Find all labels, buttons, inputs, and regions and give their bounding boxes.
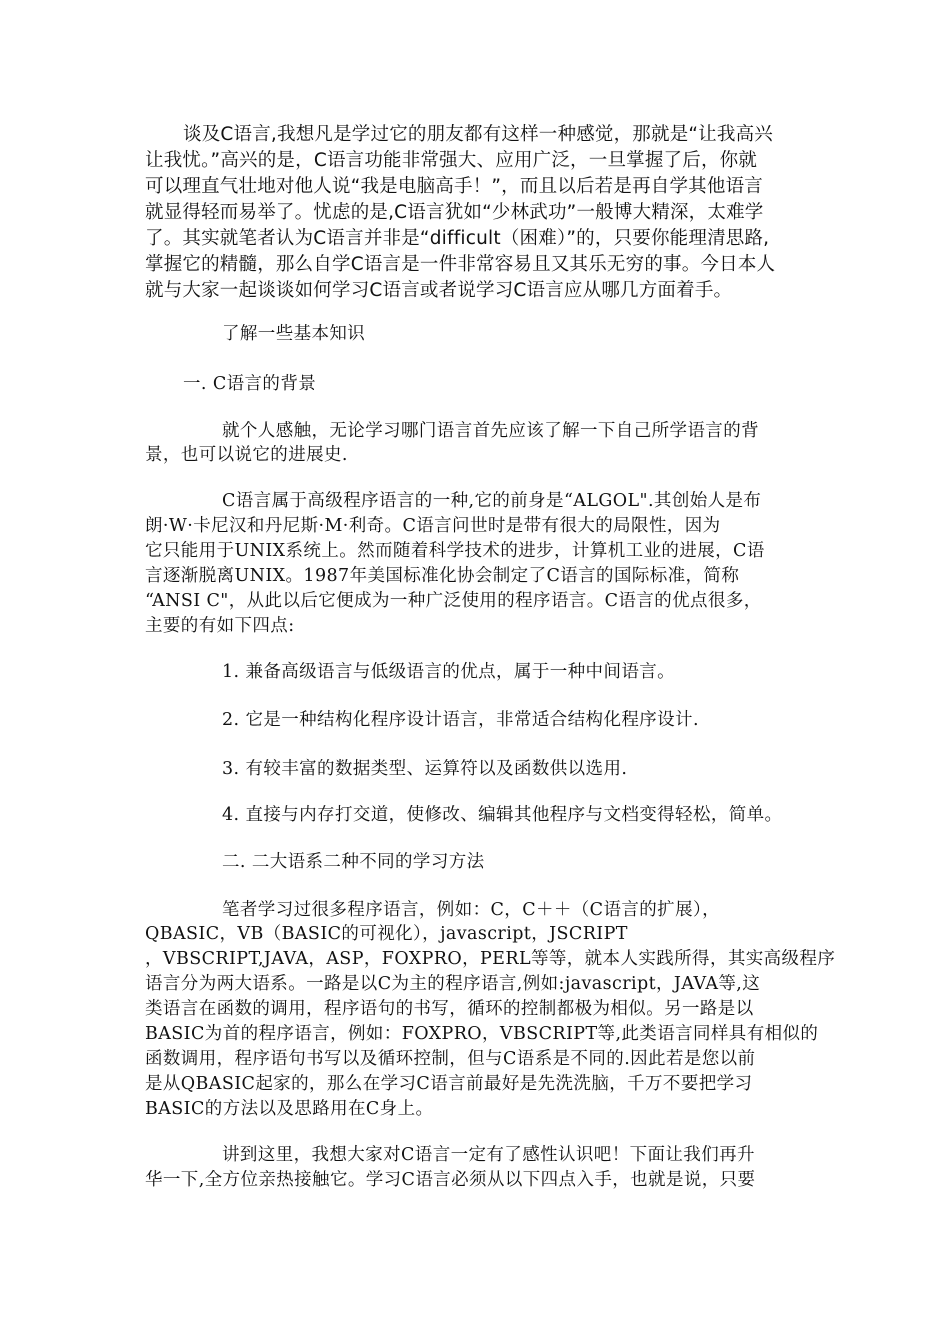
para-history-line-1: C语言属于高级程序语言的一种,它的前身是“ALGOL".其创始人是布	[222, 491, 762, 511]
para-languages-line-7: 函数调用，程序语句书写以及循环控制，但与C语系是不同的.因此若是您以前	[145, 1049, 756, 1069]
para-history-line-5: “ANSI C"，从此以后它便成为一种广泛使用的程序语言。C语言的优点很多，	[145, 591, 762, 611]
section2-title: 二. 二大语系二种不同的学习方法	[222, 852, 485, 872]
intro-line-5: 了。其实就笔者认为C语言并非是“difficult（困难）”的，只要你能理清思路,	[145, 228, 770, 249]
para-languages-line-4: 语言分为两大语系。一路是以C为主的程序语言,例如:javascript，JAVA等,这	[145, 974, 761, 994]
para-history-line-2: 朗·W·卡尼汉和丹尼斯·M·利奇。C语言问世时是带有很大的局限性，因为	[145, 516, 721, 536]
advantage-item-1: 1. 兼备高级语言与低级语言的优点，属于一种中间语言。	[222, 662, 676, 682]
para-languages-line-8: 是从QBASIC起家的，那么在学习C语言前最好是先洗洗脑，千万不要把学习	[145, 1074, 753, 1094]
para-closing-line-2: 华一下,全方位亲热接触它。学习C语言必须从以下四点入手，也就是说，只要	[145, 1170, 756, 1190]
intro-line-3: 可以理直气壮地对他人说“我是电脑高手！”，而且以后若是再自学其他语言	[145, 176, 763, 197]
advantage-item-2: 2. 它是一种结构化程序设计语言，非常适合结构化程序设计.	[222, 710, 699, 730]
para-history-line-6: 主要的有如下四点:	[145, 616, 295, 636]
intro-line-2: 让我忧。”高兴的是，C语言功能非常强大、应用广泛，一旦掌握了后，你就	[145, 150, 758, 171]
heading-basics: 了解一些基本知识	[222, 324, 366, 344]
intro-line-4: 就显得轻而易举了。忧虑的是,C语言犹如“少林武功”一般博大精深，太难学	[145, 202, 764, 223]
para-history-line-4: 言逐渐脱离UNIX。1987年美国标准化协会制定了C语言的国际标准，简称	[145, 566, 740, 586]
intro-line-1: 谈及C语言,我想凡是学过它的朋友都有这样一种感觉，那就是“让我高兴	[183, 124, 773, 145]
para-languages-line-1: 笔者学习过很多程序语言，例如：C，C＋＋（C语言的扩展），	[222, 900, 721, 920]
para-history-line-3: 它只能用于UNIX系统上。然而随着科学技术的进步，计算机工业的进展，C语	[145, 541, 765, 561]
para-closing-line-1: 讲到这里，我想大家对C语言一定有了感性认识吧！下面让我们再升	[222, 1145, 755, 1165]
para-languages-line-3: ，VBSCRIPT,JAVA，ASP，FOXPRO，PERL等等，就本人实践所得，其实高级程序	[145, 949, 836, 969]
advantage-item-4: 4. 直接与内存打交道，使修改、编辑其他程序与文档变得轻松，简单。	[222, 805, 783, 825]
para-languages-line-5: 类语言在函数的调用，程序语句的书写，循环的控制都极为相似。另一路是以	[145, 999, 754, 1019]
para-background-line-1: 就个人感触，无论学习哪门语言首先应该了解一下自己所学语言的背	[222, 421, 759, 441]
advantage-item-3: 3. 有较丰富的数据类型、运算符以及函数供以选用.	[222, 759, 628, 779]
para-background-line-2: 景，也可以说它的进展史.	[145, 445, 348, 465]
intro-line-7: 就与大家一起谈谈如何学习C语言或者说学习C语言应从哪几方面着手。	[145, 280, 733, 301]
section1-title: 一. C语言的背景	[183, 374, 317, 394]
para-languages-line-2: QBASIC，VB（BASIC的可视化），javascript，JSCRIPT	[145, 924, 628, 944]
para-languages-line-9: BASIC的方法以及思路用在C身上。	[145, 1099, 434, 1119]
para-languages-line-6: BASIC为首的程序语言，例如：FOXPRO，VBSCRIPT等,此类语言同样具有相似的	[145, 1024, 819, 1044]
intro-line-6: 掌握它的精髓，那么自学C语言是一件非常容易且又其乐无穷的事。今日本人	[145, 254, 776, 275]
